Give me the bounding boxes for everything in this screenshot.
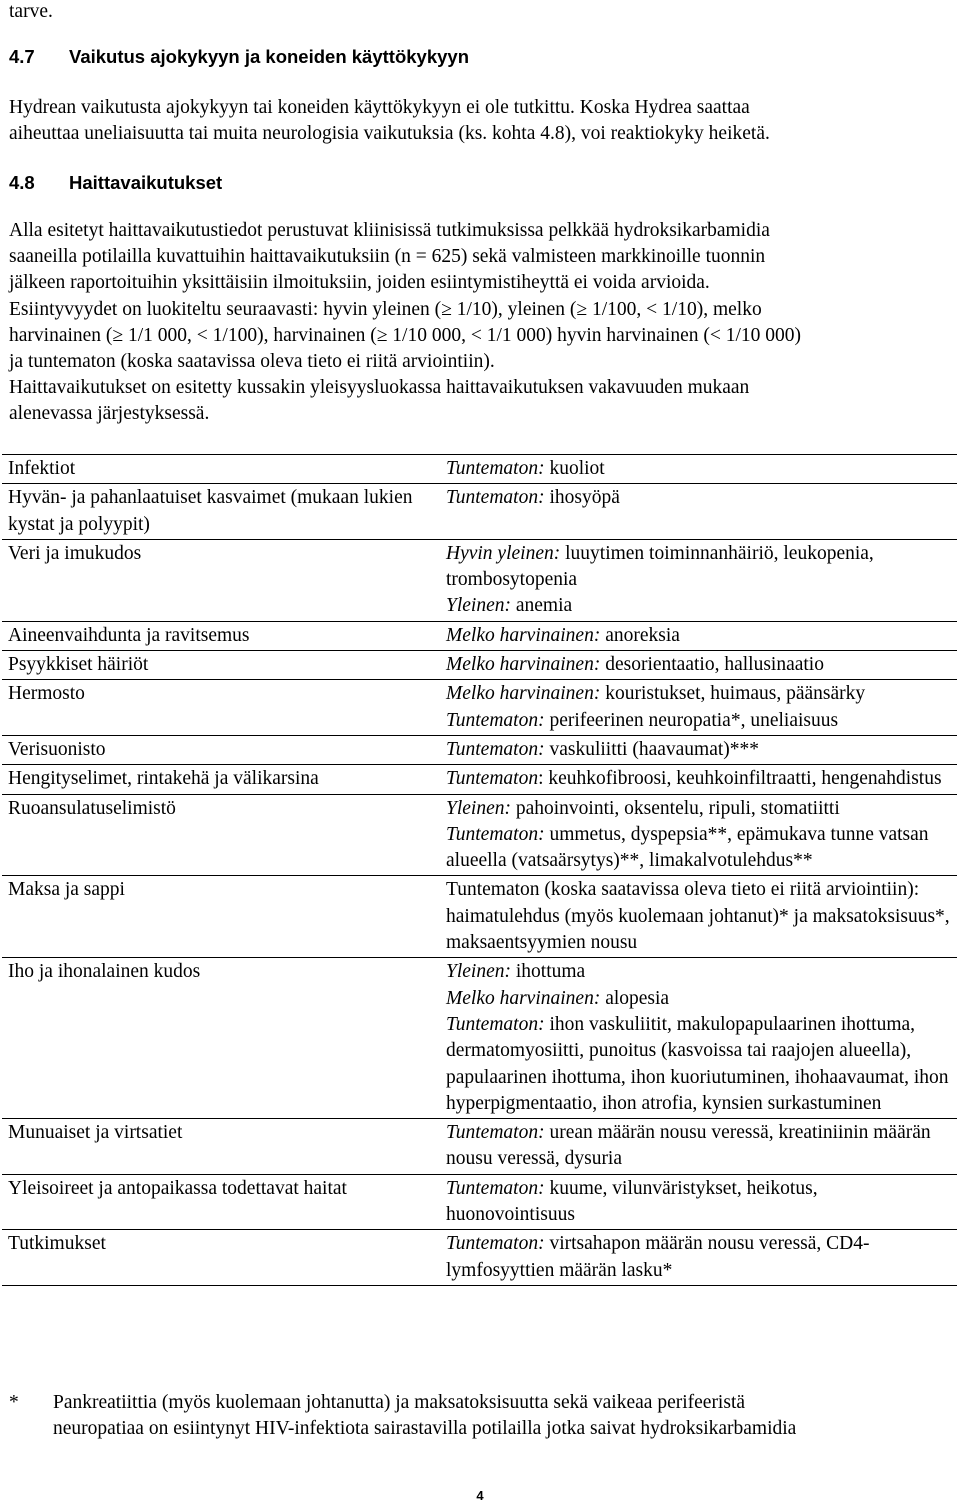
section-number: 4.7 xyxy=(9,46,35,67)
frequency-label: Yleinen: xyxy=(446,595,511,617)
effect-text: Tuntematon (koska saatavissa oleva tieto ei riitä arviointiin): haimatulehdus (myös kuolemaan johtanut)* ja maksatoksisuus*, maksaentsyymien nousu xyxy=(446,879,950,954)
effect-line xyxy=(446,822,951,875)
section-4-7-paragraph xyxy=(9,95,954,147)
effect-line xyxy=(446,737,951,763)
effect-line xyxy=(446,959,951,985)
effect-line xyxy=(446,456,951,482)
table-row xyxy=(2,1174,957,1230)
section-title: Haittavaikutukset xyxy=(69,172,223,193)
frequency-label: Tuntematon: xyxy=(446,738,545,760)
effect-text: perifeerinen neuropatia*, uneliaisuus xyxy=(544,709,839,731)
adverse-effects-table-body xyxy=(2,455,957,1286)
effect-line xyxy=(446,623,951,649)
frequency-label: Tuntematon xyxy=(446,768,539,790)
frequency-label: Tuntematon: xyxy=(446,1013,545,1035)
effect-line xyxy=(446,1012,951,1117)
effect-text: urean määrän nousu veressä, kreatiniinin määrän nousu veressä, dysuria xyxy=(446,1122,931,1170)
paragraph-line: aiheuttaa uneliaisuutta tai muita neurologisia vaikutuksia (ks. kohta 4.8), voi reaktiokyky heiketä. xyxy=(9,123,770,145)
effects-cell xyxy=(434,1230,957,1286)
paragraph-line: Alla esitetyt haittavaikutustiedot perustuvat kliinisissä tutkimuksissa pelkkää hydroksikarbamidia xyxy=(9,220,770,241)
effect-text: ihon vaskuliitit, makulopapulaarinen ihottuma, dermatomyosiitti, punoitus (kasvoissa tai raajojen alueella), papulaarinen ihottuma, ihon kuoriutuminen, ihohaavaumat, ihon hyperpigmentaatio, ihon atrofia, kynsien surkastuminen xyxy=(446,1013,949,1114)
effect-text: ihosyöpä xyxy=(544,487,620,509)
frequency-label: Tuntematon: xyxy=(446,458,545,479)
organ-class-cell: Ruoansulatuselimistö xyxy=(2,794,434,876)
organ-class-cell: Veri ja imukudos xyxy=(2,539,434,621)
organ-class-cell: Verisuonisto xyxy=(2,735,434,764)
effect-text: anemia xyxy=(510,595,573,617)
effect-text: kouristukset, huimaus, päänsärky xyxy=(600,683,866,705)
effect-text: kuume, vilunväristykset, heikotus, huonovointisuus xyxy=(446,1177,818,1226)
effects-cell xyxy=(434,765,957,794)
table-row xyxy=(2,958,957,1119)
frequency-label: Tuntematon: xyxy=(446,823,545,845)
section-number: 4.8 xyxy=(9,172,35,193)
effect-line xyxy=(446,877,951,956)
table-row xyxy=(2,1119,957,1175)
table-row xyxy=(2,651,957,680)
effect-line xyxy=(446,593,951,619)
effects-cell xyxy=(434,794,957,876)
organ-class-cell: Maksa ja sappi xyxy=(2,876,434,958)
effect-line xyxy=(446,652,951,678)
effect-text: desorientaatio, hallusinaatio xyxy=(600,654,824,676)
footnote xyxy=(9,1390,954,1442)
effect-text: kuoliot xyxy=(544,458,605,479)
page-number: 4 xyxy=(476,1488,484,1503)
effect-line xyxy=(446,1176,951,1229)
effect-line xyxy=(446,1231,951,1284)
frequency-label: Melko harvinainen: xyxy=(446,987,601,1009)
effects-cell xyxy=(434,680,957,736)
effects-cell xyxy=(434,539,957,621)
continued-text: tarve. xyxy=(9,1,53,22)
effect-text: vaskuliitti (haavaumat)*** xyxy=(544,738,760,760)
effect-line xyxy=(446,766,951,792)
table-row xyxy=(2,765,957,794)
paragraph-line: jälkeen raportoituihin yksittäisiin ilmoituksiin, joiden esiintymistiheyttä ei voida arvioida. xyxy=(9,272,710,294)
organ-class-cell: Iho ja ihonalainen kudos xyxy=(2,958,434,1119)
paragraph-line: Esiintyvyydet on luokiteltu seuraavasti: hyvin yleinen (≥ 1/10), yleinen (≥ 1/100, < 1/10), melko xyxy=(9,298,762,320)
frequency-label: Melko harvinainen: xyxy=(446,654,601,676)
section-4-8-paragraph xyxy=(9,218,954,428)
section-title: Vaikutus ajokykyyn ja koneiden käyttökykyyn xyxy=(69,46,469,67)
paragraph-line: Haittavaikutukset on esitetty kussakin yleisyysluokassa haittavaikutuksen vakavuuden mukaan xyxy=(9,377,750,399)
organ-class-cell: Munuaiset ja virtsatiet xyxy=(2,1119,434,1175)
table-row xyxy=(2,455,957,484)
table-row xyxy=(2,621,957,650)
footnote-line: Pankreatiittia (myös kuolemaan johtanutta) ja maksatoksisuutta sekä vaikeaa perifeeristä xyxy=(53,1392,746,1413)
table-row xyxy=(2,735,957,764)
effect-text: ihottuma xyxy=(510,961,586,983)
frequency-label: Tuntematon: xyxy=(446,1233,545,1255)
effects-cell xyxy=(434,621,957,650)
effect-text: : keuhkofibroosi, keuhkoinfiltraatti, hengenahdistus xyxy=(538,768,942,790)
effect-text: luuytimen toiminnanhäiriö, leukopenia, trombosytopenia xyxy=(446,542,874,591)
paragraph-line: saaneilla potilailla kuvattuihin haittavaikutuksiin (n = 625) sekä valmisteen markkinoille tuonnin xyxy=(9,246,766,268)
frequency-label: Tuntematon: xyxy=(446,1122,545,1144)
section-heading-4-7 xyxy=(9,44,469,70)
organ-class-cell: Yleisoireet ja antopaikassa todettavat haitat xyxy=(2,1174,434,1230)
paragraph-line: alenevassa järjestyksessä. xyxy=(9,403,210,425)
footnote-marker: * xyxy=(9,1392,19,1413)
footnote-text xyxy=(53,1390,954,1442)
effect-text: virtsahapon määrän nousu veressä, CD4-lymfosyyttien määrän lasku* xyxy=(446,1233,870,1281)
frequency-label: Tuntematon: xyxy=(446,1177,545,1199)
effect-text: anoreksia xyxy=(600,624,680,646)
effects-cell xyxy=(434,455,957,484)
organ-class-cell: Infektiot xyxy=(2,455,434,484)
table-row xyxy=(2,876,957,958)
paragraph-line: ja tuntematon (koska saatavissa oleva tieto ei riitä arviointiin). xyxy=(9,351,495,373)
effect-line xyxy=(446,541,951,594)
effects-cell xyxy=(434,484,957,540)
effects-cell xyxy=(434,958,957,1119)
effects-cell xyxy=(434,1174,957,1230)
table-row xyxy=(2,539,957,621)
effects-cell xyxy=(434,1119,957,1175)
frequency-label: Yleinen: xyxy=(446,797,511,819)
organ-class-cell: Psyykkiset häiriöt xyxy=(2,651,434,680)
effects-cell xyxy=(434,735,957,764)
effect-line xyxy=(446,1120,951,1173)
frequency-label: Melko harvinainen: xyxy=(446,624,601,646)
paragraph-line: harvinainen (≥ 1/1 000, < 1/100), harvinainen (≥ 1/10 000, < 1/1 000) hyvin harvinainen (< 1/10 000) xyxy=(9,324,801,346)
table-row xyxy=(2,484,957,540)
effects-cell xyxy=(434,651,957,680)
paragraph-line: Hydrean vaikutusta ajokykyyn tai koneiden käyttökykyyn ei ole tutkittu. Koska Hydrea saattaa xyxy=(9,97,750,118)
effect-line xyxy=(446,485,951,511)
table-row xyxy=(2,680,957,736)
organ-class-cell: Tutkimukset xyxy=(2,1230,434,1286)
footnote-line: neuropatiaa on esiintynyt HIV-infektiota sairastavilla potilailla jotka saivat hydroksikarbamidia xyxy=(53,1418,797,1440)
effect-text: pahoinvointi, oksentelu, ripuli, stomatiitti xyxy=(510,797,840,819)
frequency-label: Hyvin yleinen: xyxy=(446,542,561,564)
effect-line xyxy=(446,796,951,822)
effect-text: ummetus, dyspepsia**, epämukava tunne vatsan alueella (vatsaärsytys)**, limakalvotulehdus** xyxy=(446,823,929,872)
effect-line xyxy=(446,708,951,734)
organ-class-cell: Hermosto xyxy=(2,680,434,736)
section-heading-4-8 xyxy=(9,170,222,196)
frequency-label: Tuntematon: xyxy=(446,709,545,731)
frequency-label: Yleinen: xyxy=(446,961,511,983)
table-row xyxy=(2,1230,957,1286)
effect-line xyxy=(446,986,951,1012)
table-row xyxy=(2,794,957,876)
frequency-label: Melko harvinainen: xyxy=(446,683,601,705)
effect-text: alopesia xyxy=(600,987,670,1009)
organ-class-cell: Hengityselimet, rintakehä ja välikarsina xyxy=(2,765,434,794)
adverse-effects-table xyxy=(2,454,957,1286)
effect-line xyxy=(446,681,951,707)
effects-cell xyxy=(434,876,957,958)
frequency-label: Tuntematon: xyxy=(446,487,545,509)
organ-class-cell: Aineenvaihdunta ja ravitsemus xyxy=(2,621,434,650)
organ-class-cell: Hyvän- ja pahanlaatuiset kasvaimet (mukaan lukien kystat ja polyypit) xyxy=(2,484,434,540)
